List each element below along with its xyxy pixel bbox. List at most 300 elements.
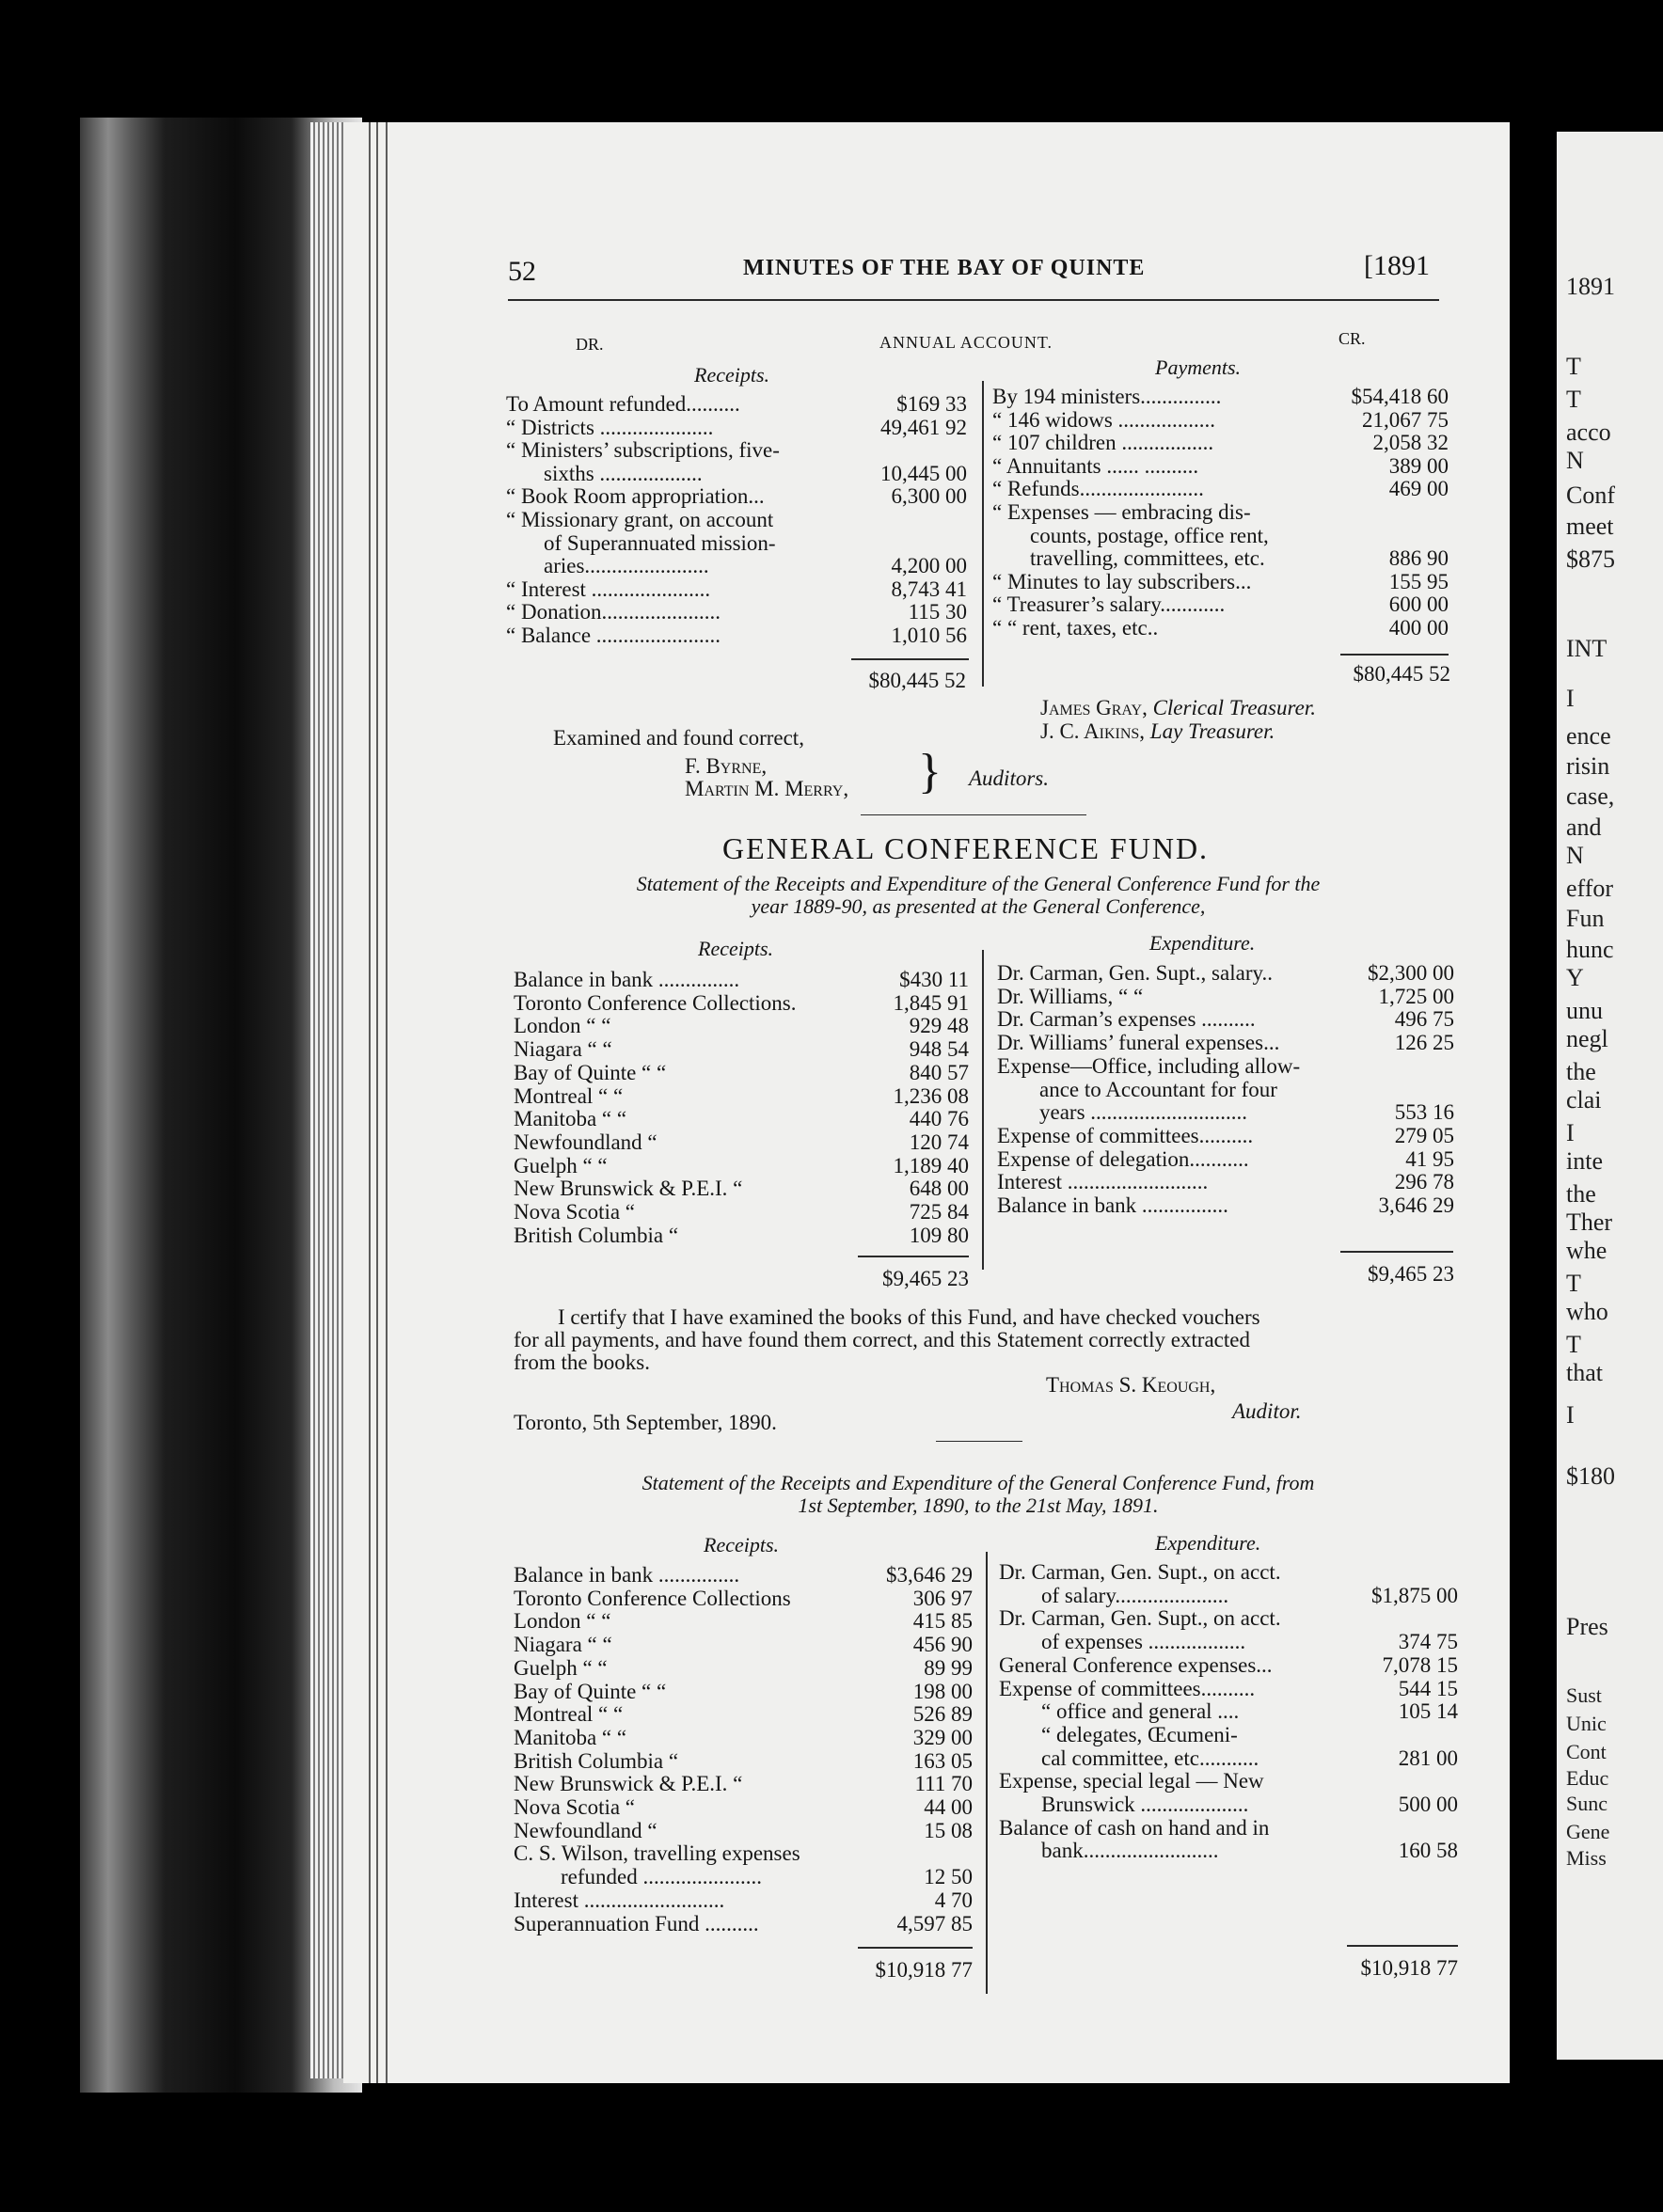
ledger-row [992, 593, 1449, 616]
ledger-label: “ Balance ....................... [506, 624, 721, 647]
ledger-label: Expense of committees.......... [997, 1124, 1254, 1147]
ledger-amount: 886 90 [1388, 546, 1449, 571]
right-page-word: Pres [1566, 1613, 1608, 1640]
right-page-word: I [1566, 1401, 1575, 1429]
page-number: 52 [508, 256, 536, 287]
ledger-row [1041, 1700, 1458, 1723]
auditor-keough: Thomas S. Keough, [1046, 1373, 1216, 1397]
ledger-label: Interest .......................... [514, 1888, 725, 1912]
ledger-label: Dr. Carman’s expenses .......... [997, 1008, 1256, 1032]
ledger-amount: 105 14 [1398, 1699, 1458, 1724]
column-divider [982, 381, 984, 687]
ledger-row [1030, 525, 1449, 547]
ledger-amount: 544 15 [1398, 1676, 1458, 1700]
ledger-amount: $169 33 [896, 392, 967, 416]
total-rule [858, 1256, 969, 1257]
ledger-amount: 496 75 [1394, 1007, 1454, 1032]
ledger-amount: 4,200 00 [891, 554, 967, 578]
ledger-label: years ............................. [1039, 1101, 1248, 1125]
ledger-row [997, 1055, 1454, 1078]
ledger-label: Balance in bank ............... [514, 969, 740, 991]
right-page-word: inte [1566, 1147, 1603, 1175]
ledger-row [999, 1561, 1458, 1584]
ledger-label: Montreal “ “ [514, 1703, 624, 1727]
ledger-row [514, 1796, 973, 1819]
ledger-row [997, 986, 1454, 1008]
ledger-row [1041, 1724, 1458, 1746]
ledger-label: “ 107 children ................. [992, 432, 1214, 455]
ledger-row [514, 1750, 973, 1773]
ledger-row [992, 386, 1449, 408]
ledger-row [514, 992, 969, 1015]
ledger-row [514, 1588, 973, 1610]
auditor-byrne: F. Byrne, [685, 754, 768, 778]
ledger-amount: 198 00 [912, 1679, 973, 1703]
ledger-label: “ Expenses — embracing dis- [992, 501, 1251, 524]
ledger-row [506, 624, 967, 647]
ledger-row [506, 578, 967, 601]
ledger-amount: 120 74 [909, 1130, 969, 1154]
ledger-row [999, 1654, 1458, 1677]
right-page-word: and [1566, 814, 1602, 841]
right-page-word: effor [1566, 875, 1614, 902]
ledger-label: Newfoundland “ [514, 1130, 657, 1154]
right-page-fragment [1557, 132, 1663, 2060]
ledger-row [544, 532, 967, 555]
ledger-row [506, 417, 967, 439]
ledger-amount: 21,067 75 [1362, 407, 1449, 432]
ledger-label: Brunswick .................... [1041, 1793, 1249, 1816]
certificate-line-2: for all payments, and have found them correct, and this Statement correctly extracted [514, 1328, 1250, 1351]
annual-account-title: ANNUAL ACCOUNT. [879, 333, 1053, 352]
ledger-amount: 4 70 [934, 1888, 973, 1912]
ledger-row [514, 1201, 969, 1224]
ledger-label: Dr. Carman, Gen. Supt., on acct. [999, 1561, 1281, 1584]
year-marker: [1891 [1364, 250, 1430, 281]
right-page-word: Ther [1566, 1209, 1613, 1236]
right-page-word: meet [1566, 513, 1614, 540]
ledger-label: Toronto Conference Collections. [514, 991, 797, 1015]
right-page-word: 1891 [1566, 273, 1615, 300]
ledger-amount: 8,743 41 [891, 577, 967, 601]
receipts-heading-2: Receipts. [704, 1533, 780, 1556]
ledger-amount: 929 48 [909, 1014, 969, 1038]
ledger-label: C. S. Wilson, travelling expenses [514, 1842, 800, 1866]
ledger-label: Montreal “ “ [514, 1084, 624, 1108]
receipts-total: $80,445 52 [868, 669, 966, 692]
right-page-word: I [1566, 685, 1575, 712]
ledger-label: Manitoba “ “ [514, 1108, 627, 1131]
certificate-line-3: from the books. [514, 1351, 651, 1374]
right-page-word: Sust [1566, 1683, 1602, 1707]
ledger-label: Expense of delegation........... [997, 1147, 1249, 1171]
ledger-row [997, 1032, 1454, 1054]
certificate-line-1: I certify that I have examined the books of this Fund, and have checked vouchers [558, 1305, 1260, 1329]
ledger-row [1039, 1101, 1454, 1124]
auditor-merry: Martin M. Merry, [685, 777, 849, 800]
running-title: MINUTES OF THE BAY OF QUINTE [743, 256, 1146, 280]
total-rule [851, 658, 969, 660]
right-page-word: acco [1566, 419, 1611, 446]
auditors-label: Auditors. [969, 766, 1049, 790]
ledger-amount: 1,010 56 [891, 624, 967, 647]
section-rule [936, 1441, 1022, 1442]
ledger-row [1030, 547, 1449, 570]
right-page-word: Gene [1566, 1820, 1610, 1843]
right-page-word: whe [1566, 1237, 1608, 1264]
ledger-row [514, 1820, 973, 1842]
ledger-label: General Conference expenses... [999, 1653, 1273, 1677]
right-page-word: Cont [1566, 1740, 1607, 1763]
examined-statement: Examined and found correct, [553, 726, 804, 750]
right-page-word: $875 [1566, 545, 1615, 573]
right-page-word: ence [1566, 722, 1611, 750]
ledger-label: Newfoundland “ [514, 1819, 657, 1842]
ledger-amount: 725 84 [909, 1200, 969, 1224]
gcf-title: GENERAL CONFERENCE FUND. [722, 831, 1210, 865]
ledger-amount: 109 80 [909, 1223, 969, 1247]
ledger-label: Bay of Quinte “ “ [514, 1061, 667, 1084]
right-page-word: clai [1566, 1086, 1602, 1114]
ledger-label: Niagara “ “ [514, 1634, 612, 1657]
ledger-amount: $430 11 [899, 968, 969, 991]
expenditure-heading-1: Expenditure. [1149, 931, 1256, 955]
right-page-word: risin [1566, 752, 1610, 780]
ledger-amount: 279 05 [1394, 1123, 1454, 1147]
ledger-amount: 329 00 [912, 1725, 973, 1749]
ledger-row [514, 1564, 973, 1587]
ledger-amount: 500 00 [1398, 1793, 1458, 1816]
right-page-word: Fun [1566, 905, 1605, 932]
ledger-label: “ office and general .... [1041, 1700, 1240, 1724]
ledger-label: refunded ...................... [561, 1866, 762, 1889]
ledger-label: Dr. Williams, “ “ [997, 985, 1144, 1008]
receipts-1-total: $9,465 23 [882, 1267, 969, 1290]
ledger-label: “ Treasurer’s salary............ [992, 593, 1226, 617]
right-page-word: the [1566, 1058, 1596, 1085]
section-rule [861, 814, 1086, 815]
ledger-row [506, 601, 967, 624]
ledger-label: “ Ministers’ subscriptions, five- [506, 439, 780, 463]
ledger-amount: 840 57 [909, 1060, 969, 1084]
ledger-amount: 15 08 [924, 1818, 973, 1842]
ledger-label: “ “ rent, taxes, etc.. [992, 617, 1159, 640]
ledger-label: Superannuation Fund .......... [514, 1912, 759, 1936]
ledger-row [514, 1773, 973, 1795]
ledger-row [514, 1108, 969, 1130]
ledger-amount: 1,236 08 [893, 1083, 969, 1108]
ledger-amount: 400 00 [1388, 616, 1449, 640]
ledger-label: Toronto Conference Collections [514, 1587, 791, 1610]
ledger-label: Interest .......................... [997, 1171, 1209, 1194]
right-page-word: Miss [1566, 1846, 1607, 1870]
ledger-label: of salary..................... [1041, 1584, 1229, 1607]
ledger-row [997, 962, 1454, 985]
ledger-row [514, 1177, 969, 1200]
page-stack-edges [310, 122, 348, 2078]
ledger-row [997, 1171, 1454, 1193]
ledger-row [514, 1913, 973, 1936]
dr-label: DR. [576, 335, 604, 354]
ledger-amount: 1,725 00 [1378, 984, 1454, 1008]
right-page-word: N [1566, 447, 1584, 474]
total-rule [1340, 654, 1449, 656]
ledger-row [514, 1727, 973, 1749]
ledger-amount: 553 16 [1394, 1100, 1454, 1125]
ledger-amount: 89 99 [924, 1655, 973, 1680]
ledger-row [544, 463, 967, 485]
page-binding-rule [369, 122, 371, 2083]
ledger-label: To Amount refunded.......... [506, 393, 740, 416]
expenditure-2-total: $10,918 77 [1360, 1956, 1458, 1980]
right-page-word: T [1566, 1331, 1581, 1358]
ledger-label: Expense—Office, including allow- [997, 1054, 1301, 1078]
right-page-word: Conf [1566, 482, 1615, 509]
receipts-2-total: $10,918 77 [875, 1958, 973, 1982]
ledger-label: New Brunswick & P.E.I. “ [514, 1177, 743, 1201]
ledger-label: “ 146 widows .................. [992, 408, 1216, 432]
ledger-amount: 440 76 [909, 1107, 969, 1131]
ledger-row [992, 571, 1449, 593]
ledger-row [992, 617, 1449, 640]
ledger-row [544, 555, 967, 577]
ledger-row [992, 478, 1449, 500]
right-page-word: negl [1566, 1025, 1608, 1052]
ledger-amount: 389 00 [1388, 453, 1449, 478]
right-page-word: case, [1566, 782, 1615, 810]
ledger-amount: 948 54 [909, 1037, 969, 1062]
payments-heading: Payments. [1155, 356, 1242, 379]
ledger-row [1041, 1793, 1458, 1816]
ledger-label: bank......................... [1041, 1840, 1219, 1863]
lay-treasurer: J. C. Aikins, Lay Treasurer. [1040, 719, 1275, 743]
ledger-label: Bay of Quinte “ “ [514, 1680, 667, 1703]
right-page-word: I [1566, 1119, 1575, 1146]
right-page-word: Unic [1566, 1712, 1607, 1735]
ledger-label: “ Book Room appropriation... [506, 485, 765, 509]
ledger-label: Expense of committees.......... [999, 1677, 1256, 1700]
right-page-word: hunc [1566, 936, 1614, 963]
ledger-label: “ Minutes to lay subscribers... [992, 570, 1252, 593]
ledger-row [997, 1125, 1454, 1147]
ledger-amount: 6,300 00 [891, 484, 967, 509]
ledger-amount: $3,646 29 [886, 1563, 973, 1587]
right-page-word: T [1566, 1270, 1581, 1297]
ledger-amount: $2,300 00 [1368, 961, 1454, 985]
ledger-row [514, 1015, 969, 1037]
ledger-label: Manitoba “ “ [514, 1726, 627, 1749]
ledger-row [999, 1817, 1458, 1840]
ledger-label: counts, postage, office rent, [1030, 524, 1269, 547]
ledger-amount: 600 00 [1388, 592, 1449, 617]
right-page-word: N [1566, 842, 1584, 869]
ledger-row [997, 1148, 1454, 1171]
right-page-word: the [1566, 1180, 1596, 1208]
ledger-row [992, 501, 1449, 524]
ledger-label: cal committee, etc........... [1041, 1746, 1259, 1770]
ledger-label: of expenses .................. [1041, 1631, 1246, 1654]
expenditure-1-total: $9,465 23 [1368, 1262, 1454, 1286]
ledger-row [514, 1131, 969, 1154]
ledger-label: Balance in bank ............... [514, 1564, 740, 1587]
ledger-row [514, 1634, 973, 1656]
ledger-label: Guelph “ “ [514, 1154, 608, 1177]
ledger-row [999, 1770, 1458, 1793]
ledger-row [514, 969, 969, 991]
ledger-label: “ delegates, Œcumeni- [1041, 1723, 1238, 1746]
auditor-role: Auditor. [1232, 1399, 1302, 1423]
expenditure-heading-2: Expenditure. [1155, 1531, 1261, 1555]
right-page-word: Y [1566, 964, 1584, 991]
ledger-row [992, 432, 1449, 454]
ledger-row [1039, 1079, 1454, 1101]
right-page-word: INT [1566, 635, 1608, 662]
column-divider [982, 950, 984, 1270]
ledger-label: Balance of cash on hand and in [999, 1816, 1270, 1840]
ledger-label: aries....................... [544, 555, 709, 578]
ledger-amount: 163 05 [912, 1748, 973, 1773]
ledger-label: London “ “ [514, 1015, 611, 1038]
ledger-row [514, 1610, 973, 1633]
payments-total: $80,445 52 [1353, 662, 1450, 686]
page-binding-rule [386, 122, 388, 2083]
ledger-row [506, 485, 967, 508]
page-binding-rule [376, 122, 378, 2083]
ledger-label: Niagara “ “ [514, 1038, 612, 1062]
ledger-amount: 281 00 [1398, 1746, 1458, 1770]
ledger-amount: 2,058 32 [1372, 431, 1449, 455]
ledger-label: “ Donation...................... [506, 601, 721, 624]
right-page-word: that [1566, 1359, 1603, 1386]
column-divider [986, 1552, 988, 1994]
total-rule [1347, 1945, 1458, 1947]
ledger-row [514, 1889, 973, 1912]
ledger-label: “ Refunds....................... [992, 478, 1204, 501]
ledger-row [506, 439, 967, 462]
ledger-row [997, 1194, 1454, 1217]
ledger-row [999, 1607, 1458, 1630]
ledger-amount: 7,078 15 [1382, 1652, 1458, 1677]
ledger-amount: 415 85 [912, 1609, 973, 1634]
ledger-row [514, 1062, 969, 1084]
statement-date: Toronto, 5th September, 1890. [514, 1411, 777, 1434]
right-page-word: who [1566, 1298, 1608, 1325]
ledger-row [514, 1681, 973, 1703]
ledger-amount: 155 95 [1388, 569, 1449, 593]
ledger-amount: 374 75 [1398, 1630, 1458, 1654]
receipts-heading: Receipts. [694, 363, 770, 387]
statement-1-caption: Statement of the Receipts and Expenditure of the General Conference Fund for the year 1889-90, as presented at the General Conference, [636, 872, 1321, 918]
right-page-word: unu [1566, 997, 1603, 1024]
total-rule [1340, 1251, 1453, 1253]
ledger-amount: 115 30 [908, 600, 967, 624]
ledger-amount: 469 00 [1388, 477, 1449, 501]
ledger-amount: 1,189 40 [893, 1153, 969, 1177]
ledger-label: British Columbia “ [514, 1224, 679, 1247]
ledger-row [1041, 1631, 1458, 1653]
ledger-amount: 1,845 91 [893, 990, 969, 1015]
ledger-amount: 526 89 [912, 1702, 973, 1727]
ledger-amount: 4,597 85 [896, 1911, 973, 1936]
ledger-label: Nova Scotia “ [514, 1201, 636, 1224]
brace: } [918, 745, 942, 798]
clerical-treasurer: James Gray, Clerical Treasurer. [1040, 696, 1316, 719]
ledger-label: Balance in bank ................ [997, 1194, 1228, 1217]
ledger-amount: 44 00 [924, 1795, 973, 1819]
right-page-word: $180 [1566, 1462, 1615, 1490]
ledger-label: Guelph “ “ [514, 1656, 608, 1680]
ledger-row [992, 409, 1449, 432]
ledger-amount: 456 90 [912, 1633, 973, 1657]
ledger-amount: 126 25 [1394, 1031, 1454, 1055]
ledger-row [1041, 1585, 1458, 1607]
ledger-label: “ Interest ...................... [506, 577, 711, 601]
ledger-row [514, 1703, 973, 1726]
ledger-row [514, 1038, 969, 1061]
right-page-word: T [1566, 386, 1581, 413]
ledger-amount: 648 00 [909, 1177, 969, 1201]
header-rule [508, 299, 1439, 301]
ledger-label: ance to Accountant for four [1039, 1078, 1277, 1101]
right-page-word: T [1566, 353, 1581, 380]
ledger-row [514, 1085, 969, 1108]
ledger-amount: 306 97 [912, 1586, 973, 1610]
ledger-label: “ Annuitants ...... .......... [992, 454, 1199, 478]
ledger-amount: 111 70 [914, 1772, 973, 1796]
ledger-row [514, 1657, 973, 1680]
ledger-row [514, 1842, 973, 1865]
ledger-label: By 194 ministers............... [992, 386, 1222, 408]
ledger-amount: 12 50 [924, 1865, 973, 1889]
ledger-row [506, 393, 967, 416]
ledger-amount: 296 78 [1394, 1170, 1454, 1194]
ledger-label: travelling, committees, etc. [1030, 547, 1265, 571]
ledger-row [999, 1678, 1458, 1700]
ledger-row [1041, 1747, 1458, 1770]
receipts-heading-1: Receipts. [698, 937, 774, 960]
ledger-row [514, 1155, 969, 1177]
ledger-row [1041, 1840, 1458, 1862]
cr-label: CR. [1338, 329, 1366, 348]
ledger-label: sixths ................... [544, 462, 703, 485]
ledger-label: New Brunswick & P.E.I. “ [514, 1773, 743, 1796]
ledger-row [561, 1866, 973, 1888]
ledger-amount: 10,445 00 [880, 461, 967, 485]
right-page-word: Educ [1566, 1766, 1609, 1790]
ledger-label: Dr. Carman, Gen. Supt., salary.. [997, 962, 1273, 985]
ledger-label: Expense, special legal — New [999, 1770, 1264, 1793]
ledger-amount: $1,875 00 [1371, 1583, 1458, 1607]
ledger-amount: 41 95 [1405, 1146, 1454, 1171]
ledger-amount: 49,461 92 [880, 415, 967, 439]
ledger-label: British Columbia “ [514, 1749, 679, 1773]
ledger-amount: 3,646 29 [1378, 1193, 1454, 1217]
ledger-row [506, 509, 967, 531]
ledger-row [992, 455, 1449, 478]
ledger-label: “ Districts ..................... [506, 416, 714, 439]
ledger-amount: $54,418 60 [1351, 385, 1449, 408]
ledger-label: of Superannuated mission- [544, 531, 776, 555]
ledger-row [514, 1224, 969, 1247]
ledger-label: Nova Scotia “ [514, 1796, 636, 1819]
right-page-word: Sunc [1566, 1792, 1608, 1815]
ledger-label: London “ “ [514, 1610, 611, 1634]
ledger-label: Dr. Carman, Gen. Supt., on acct. [999, 1607, 1281, 1631]
statement-2-caption: Statement of the Receipts and Expenditure of the General Conference Fund, from 1st September, 1890, to the 21st May, 1891. [641, 1471, 1315, 1517]
ledger-label: Dr. Williams’ funeral expenses... [997, 1032, 1280, 1055]
ledger-label: “ Missionary grant, on account [506, 509, 774, 531]
ledger-row [997, 1008, 1454, 1031]
